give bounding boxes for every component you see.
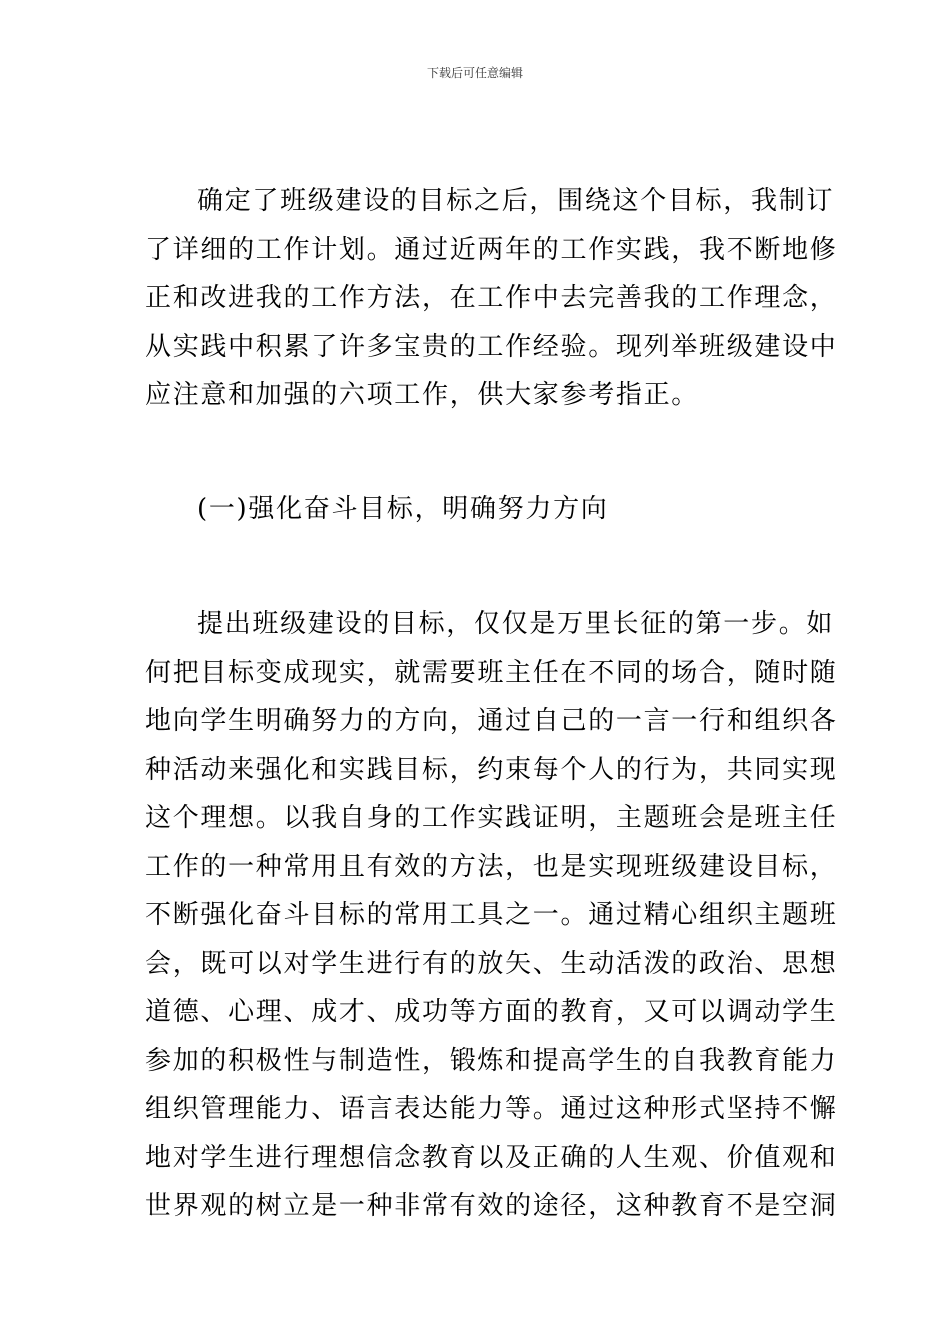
text-line: 正和改进我的工作方法，在工作中去完善我的工作理念， bbox=[145, 283, 838, 313]
text-line: 不断强化奋斗目标的常用工具之一。通过精心组织主题班 bbox=[145, 900, 838, 930]
text-line: 地向学生明确努力的方向，通过自己的一言一行和组织各 bbox=[145, 706, 838, 736]
text-line: 会，既可以对学生进行有的放矢、生动活泼的政治、思想 bbox=[145, 948, 838, 979]
text-line: 了详细的工作计划。通过近两年的工作实践，我不断地修 bbox=[145, 234, 838, 265]
heading-text: (一)强化奋斗目标，明确努力方向 bbox=[197, 493, 609, 524]
paragraph-spacer bbox=[145, 420, 810, 485]
paragraph-intro bbox=[145, 177, 838, 420]
section-heading bbox=[145, 485, 810, 534]
text-line: 提出班级建设的目标，仅仅是万里长征的第一步。如 bbox=[197, 609, 835, 639]
text-line: 组织管理能力、语言表达能力等。通过这种形式坚持不懈 bbox=[145, 1094, 838, 1124]
text-line: 何把目标变成现实，就需要班主任在不同的场合，随时随 bbox=[145, 657, 838, 688]
text-line: 地对学生进行理想信念教育以及正确的人生观、价值观和 bbox=[145, 1142, 838, 1173]
text-line: 确定了班级建设的目标之后，围绕这个目标，我制订 bbox=[197, 186, 835, 216]
text-line: 应注意和加强的六项工作，供大家参考指正。 bbox=[145, 380, 700, 410]
paragraph-body bbox=[145, 600, 838, 1231]
document-body bbox=[145, 177, 838, 1231]
text-line: 参加的积极性与制造性，锻炼和提高学生的自我教育能力 bbox=[145, 1045, 838, 1076]
page-header: 下载后可任意编辑 bbox=[426, 66, 523, 80]
text-line: 道德、心理、成才、成功等方面的教育，又可以调动学生 bbox=[145, 997, 838, 1027]
text-line: 从实践中积累了许多宝贵的工作经验。现列举班级建设中 bbox=[145, 331, 838, 362]
text-line: 种活动来强化和实践目标，约束每个人的行为，共同实现 bbox=[145, 754, 838, 785]
text-line: 世界观的树立是一种非常有效的途径，这种教育不是空洞 bbox=[145, 1191, 838, 1221]
paragraph-spacer bbox=[145, 533, 810, 600]
text-line: 工作的一种常用且有效的方法，也是实现班级建设目标， bbox=[145, 851, 838, 882]
text-line: 这个理想。以我自身的工作实践证明，主题班会是班主任 bbox=[145, 803, 838, 833]
